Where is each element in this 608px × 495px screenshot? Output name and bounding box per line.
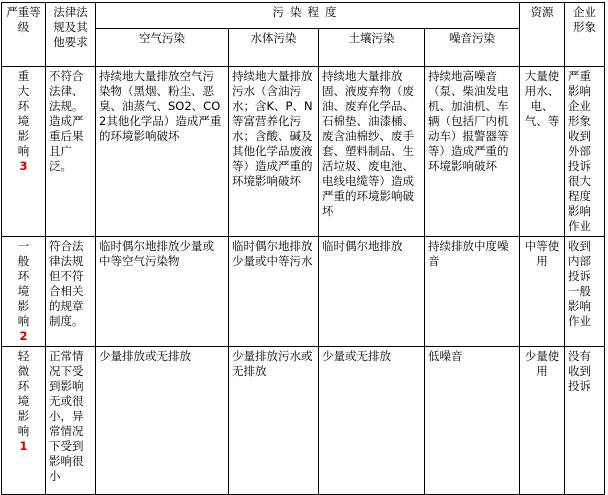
- legal-cell: [46, 237, 96, 347]
- resource-cell: [520, 237, 565, 347]
- severity-level: 2: [19, 329, 28, 343]
- severity-label: 重大环境影响: [17, 69, 30, 158]
- header-noise-text: 噪音污染: [449, 31, 495, 45]
- resource-text: 中等使用: [524, 239, 560, 268]
- header-air: [96, 29, 229, 67]
- header-image-text: 企业形象: [573, 5, 596, 34]
- legal-cell: [46, 67, 96, 237]
- image-cell: [565, 237, 605, 347]
- image-text: 收到内部投诉一般影响作业: [568, 239, 591, 328]
- resource-text: 大量使用水、电、气、等: [524, 69, 560, 128]
- noise-text: 持续排放中度噪音: [428, 239, 509, 268]
- environmental-impact-table: [1, 2, 605, 495]
- header-noise: [425, 29, 520, 67]
- header-water-text: 水体污染: [250, 31, 297, 45]
- header-severity-text: 严重等级: [6, 5, 41, 34]
- resource-cell: [520, 67, 565, 237]
- severity-cell: [2, 67, 46, 237]
- noise-cell: [425, 67, 520, 237]
- severity-level: 3: [19, 159, 28, 173]
- air-text: 少量排放或无排放: [99, 349, 191, 363]
- water-cell: [229, 347, 319, 495]
- water-cell: [229, 237, 319, 347]
- header-pollution-group-text: 污染程度: [272, 5, 343, 19]
- air-cell: [96, 237, 229, 347]
- soil-cell: [319, 67, 425, 237]
- image-cell: [565, 347, 605, 495]
- header-soil: [319, 29, 425, 67]
- water-text: 持续地大量排放污水（含油污水；含K、P、N等富营养化污水；含酸、碱及其他化学品废液等）造成严重的环境影响破坏: [232, 69, 313, 188]
- severity-level: 1: [19, 439, 28, 453]
- severity-cell: [2, 237, 46, 347]
- table-row: [2, 237, 605, 347]
- air-text: 持续地大量排放空气污染物（黑烟、粉尘、恶臭、油蒸气、SO2、CO2其他化学品）造成严重的环境影响破坏: [99, 69, 222, 143]
- air-text: 临时偶尔地排放少量或中等空气污染物: [99, 239, 214, 268]
- header-legal-text: 法律法规及其他要求: [53, 5, 88, 49]
- table-row: [2, 347, 605, 495]
- air-cell: [96, 347, 229, 495]
- soil-text: 少量或无排放: [322, 349, 391, 363]
- severity-cell: [2, 347, 46, 495]
- water-cell: [229, 67, 319, 237]
- soil-text: 持续地大量排放固、液废弃物（废油、废弃化学品、石棉垫、油漆桶、废含油棉纱、废手套、塑料制品、生活垃圾、废电池、电线电缆等）造成严重的环境影响破坏: [322, 69, 414, 218]
- legal-text: 不符合法律、法规。造成严重后果且广泛。: [49, 69, 84, 173]
- header-severity: [2, 3, 46, 67]
- header-resource-text: 资源: [530, 5, 554, 19]
- air-cell: [96, 67, 229, 237]
- image-text: 没有收到投诉: [568, 349, 591, 393]
- soil-text: 临时偶尔地排放: [322, 239, 403, 253]
- table-row: [2, 67, 605, 237]
- resource-cell: [520, 347, 565, 495]
- severity-label: 轻微环境影响: [17, 349, 30, 438]
- header-resource: [520, 3, 565, 67]
- soil-cell: [319, 347, 425, 495]
- noise-cell: [425, 237, 520, 347]
- header-air-text: 空气污染: [139, 31, 185, 45]
- header-row-top: [2, 3, 605, 29]
- legal-cell: [46, 347, 96, 495]
- image-cell: [565, 67, 605, 237]
- header-legal: [46, 3, 96, 67]
- water-text: 临时偶尔地排放少量或中等污水: [232, 239, 313, 268]
- header-soil-text: 土壤污染: [348, 31, 395, 45]
- legal-text: 正常情况下受到影响无或很小，异常情况下受到影响很小: [49, 349, 84, 483]
- header-pollution-group: [96, 3, 520, 29]
- noise-text: 低噪音: [428, 349, 463, 363]
- image-text: 严重影响企业形象收到外部投诉很大程度影响作业: [568, 69, 591, 233]
- resource-text: 少量使用: [524, 349, 560, 378]
- severity-label: 一般环境影响: [17, 239, 30, 328]
- legal-text: 符合法律法规但不符合相关的规章制度。: [49, 239, 84, 328]
- header-image: [565, 3, 605, 67]
- noise-cell: [425, 347, 520, 495]
- header-water: [229, 29, 319, 67]
- noise-text: 持续地高噪音（泵、柴油发电机、加油机、车辆（包括厂内机动车）报警器等等）造成严重的环境影响破坏: [428, 69, 509, 173]
- soil-cell: [319, 237, 425, 347]
- water-text: 少量排放污水或无排放: [232, 349, 313, 378]
